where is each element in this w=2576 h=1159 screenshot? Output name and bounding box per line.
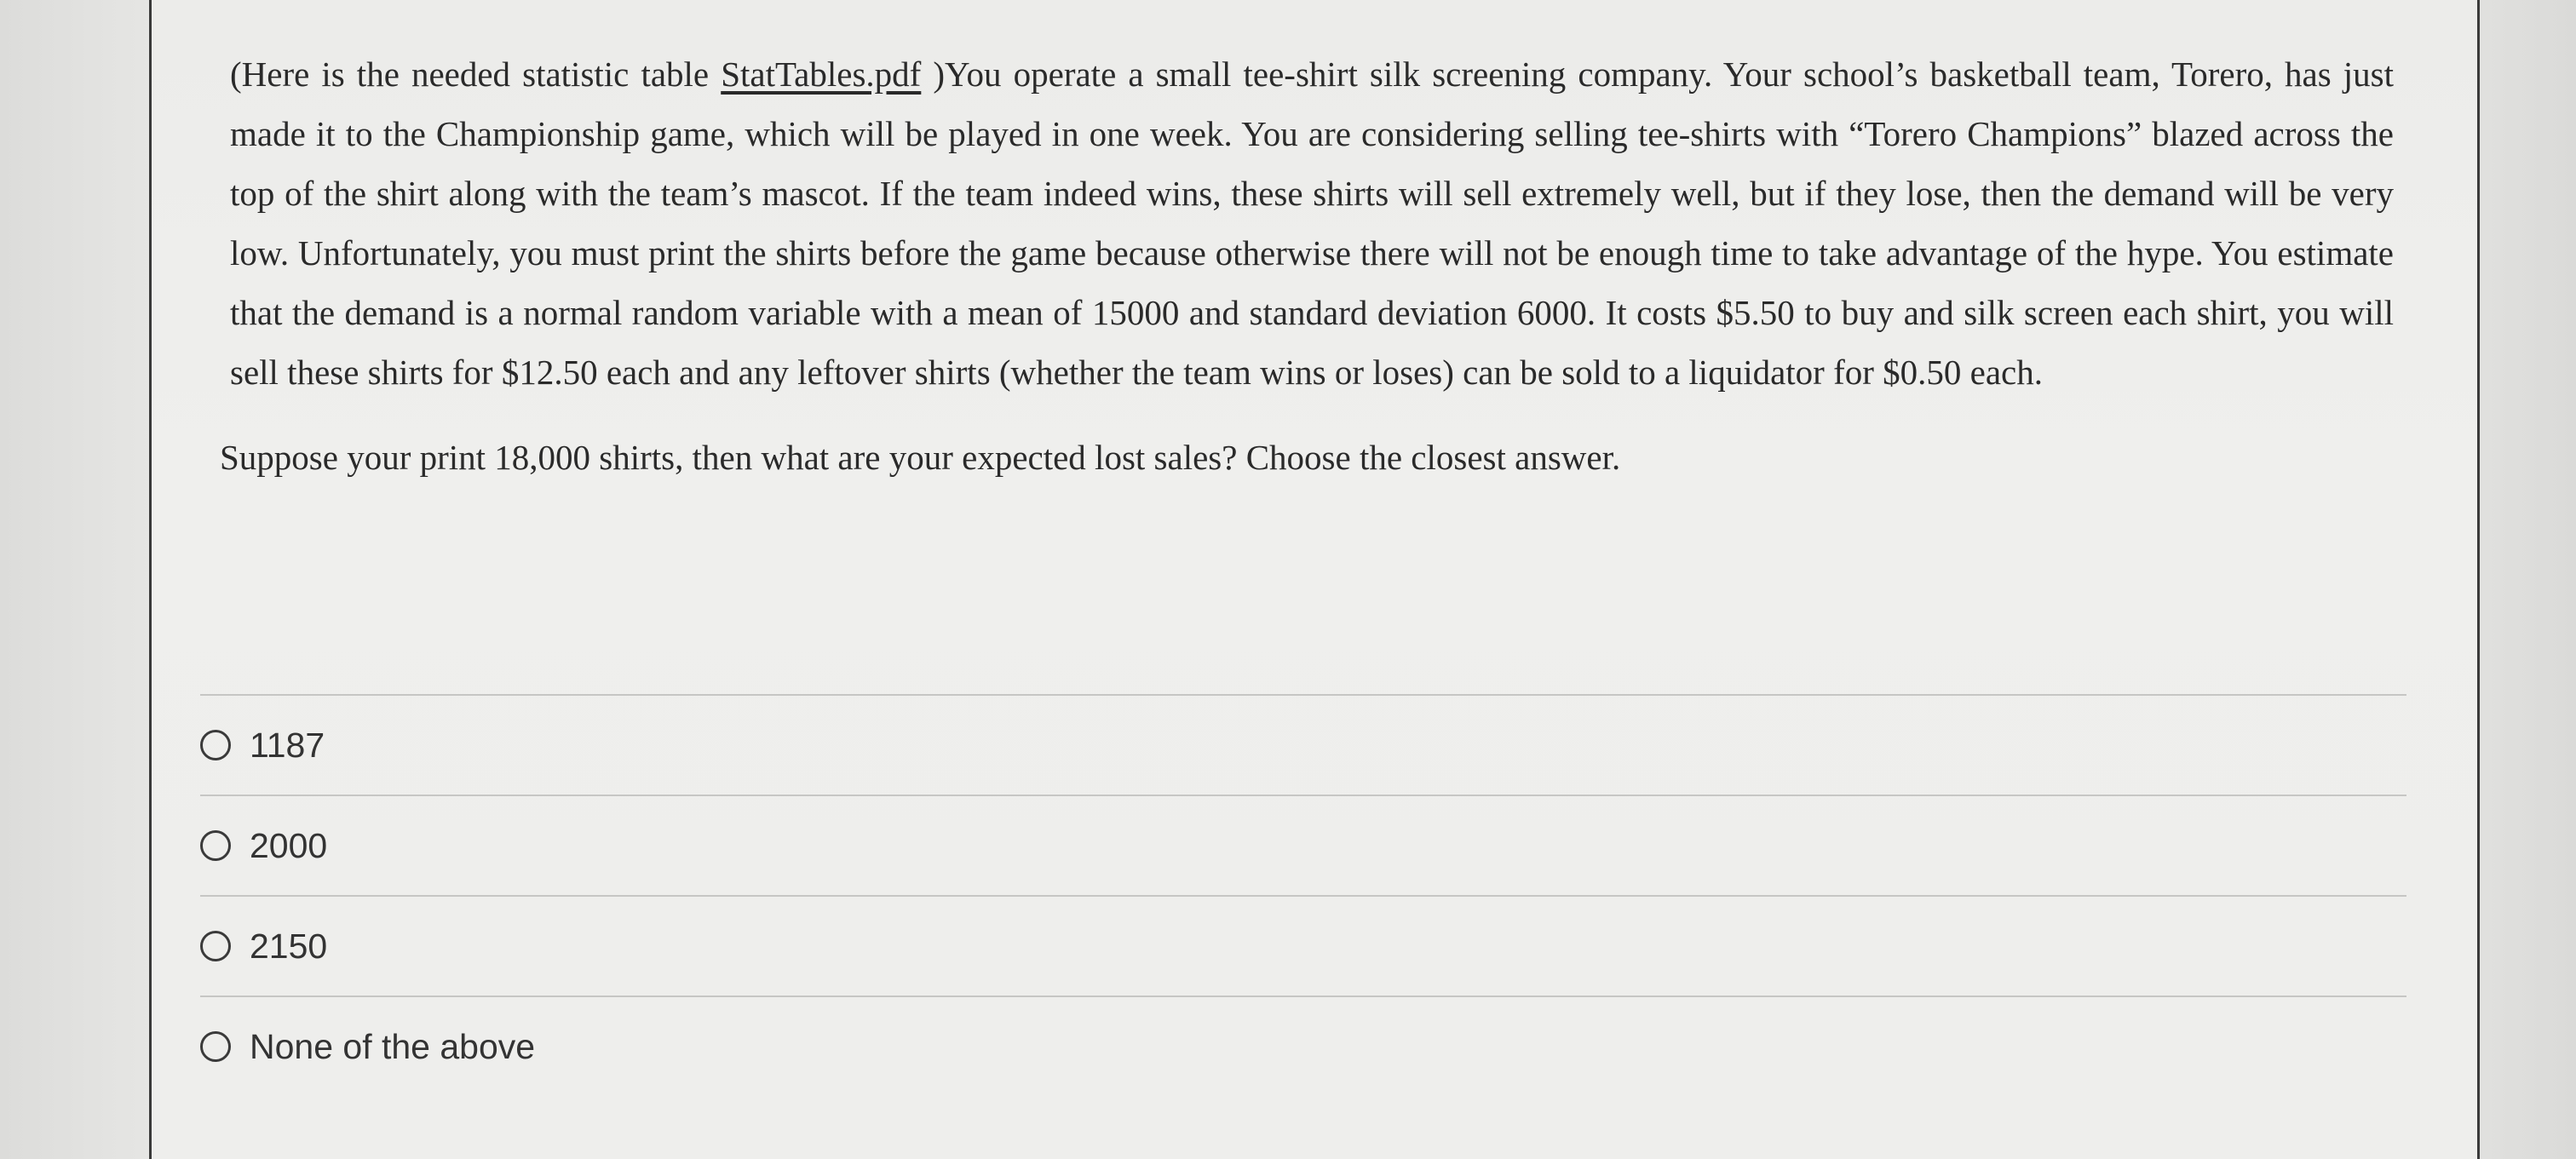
stat-tables-link[interactable]: StatTables.pdf [721,55,922,94]
radio-button[interactable] [200,830,231,861]
question-body: )You operate a small tee-shirt silk screening company. Your school’s basketball team, Torero, has just made it to the Championship game, which will be played in one week. You are considering selling tee-shirts with “Torero Champions” blazed across the top of the shirt along with the team’s mascot. If the team indeed wins, these shirts will sell extremely well, but if they lose, then the demand will be very low. Unfortunately, you must print the shirts before the game because otherwise there will not be enough time to take advantage of the hype. You estimate that the demand is a normal random variable with a mean of 15000 and standard deviation 6000. It costs $5.50 to buy and silk screen each shirt, you will sell these shirts for $12.50 each and any leftover shirts (whether the team wins or loses) can be sold to a liquidator for $0.50 each. [230,55,2395,392]
question-prefix: (Here is the needed statistic table [230,55,722,94]
radio-button[interactable] [200,730,231,760]
answer-label: 2000 [250,825,328,865]
answer-list [200,694,2406,1096]
question-text [230,44,2394,402]
radio-button[interactable] [200,1031,231,1062]
answer-label: None of the above [250,1026,536,1066]
question-block [220,44,2395,487]
answer-option-1187[interactable] [200,696,2406,795]
answer-option-none[interactable] [200,997,2406,1096]
answer-option-2150[interactable] [200,897,2406,995]
answer-label: 1187 [250,725,325,765]
radio-button[interactable] [200,931,231,961]
answer-option-2000[interactable] [200,796,2406,895]
answer-label: 2150 [250,926,328,966]
question-prompt: Suppose your print 18,000 shirts, then what are your expected lost sales? Choose the closest answer. [220,438,1621,477]
